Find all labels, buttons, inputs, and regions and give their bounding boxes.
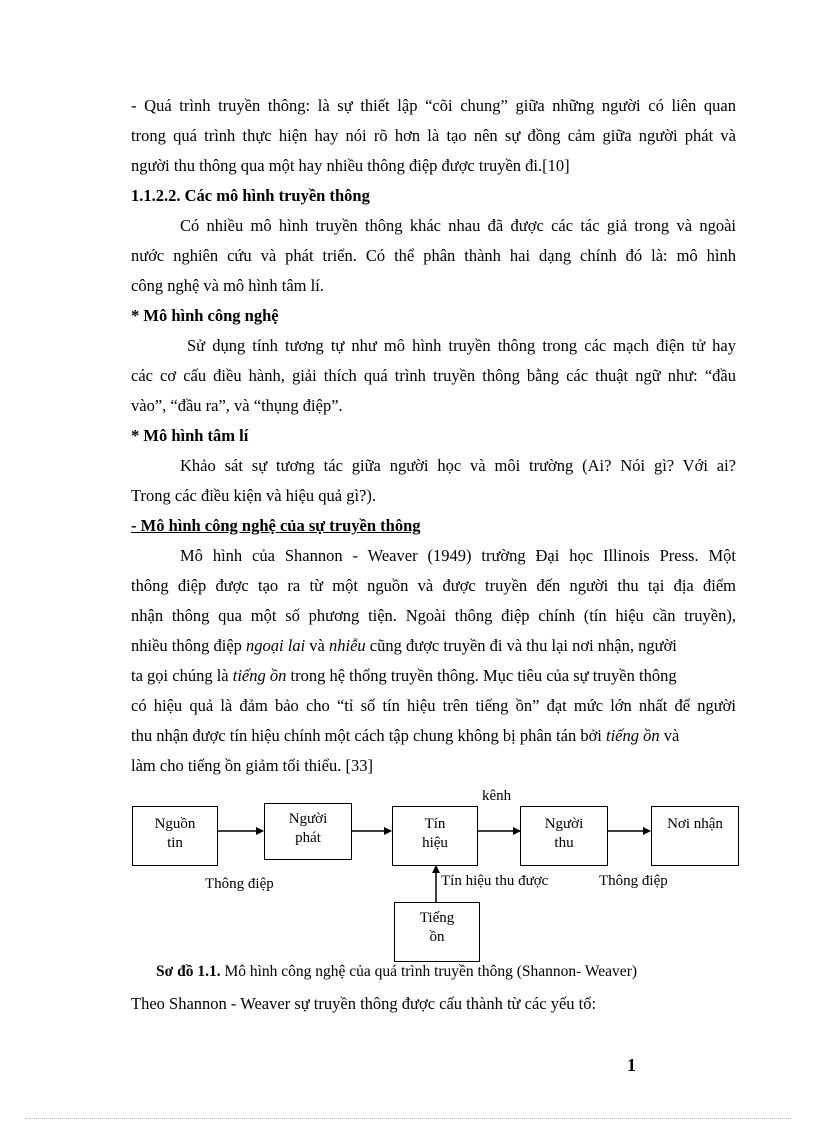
transmitter-box <box>264 803 352 860</box>
channel-label: kênh <box>482 788 512 804</box>
paragraph-2-line-1: Có nhiều mô hình truyền thông khác nhau đã được các tác giả trong và ngoài <box>180 216 736 235</box>
text-run: và <box>305 636 329 655</box>
text-run: ta gọi chúng là <box>131 666 233 685</box>
message-label-left: Thông điệp <box>205 876 274 892</box>
paragraph-5-line-6: có hiệu quả là đảm bảo cho “tỉ số tín hiệu trên tiếng ồn” đạt mức lớn nhất để người <box>131 696 736 715</box>
destination-label: Nơi nhận <box>667 816 723 832</box>
signal-label-line-2: hiệu <box>422 835 448 851</box>
italic-term-ngoai-lai: ngoại lai <box>246 636 306 655</box>
paragraph-5-line-3: nhận thông qua một số phương tiện. Ngoài thông điệp chính (tín hiệu cần truyền), <box>131 606 736 625</box>
paragraph-2-line-3: công nghệ và mô hình tâm lí. <box>131 276 324 295</box>
heading-psychology-model: * Mô hình tâm lí <box>131 426 249 445</box>
signal-label-line-1: Tín <box>424 816 446 832</box>
destination-box <box>651 806 739 866</box>
transmitter-label-line-2: phát <box>295 830 321 846</box>
paragraph-3-line-3: vào”, “đầu ra”, và “thụng điệp”. <box>131 396 343 415</box>
page-number: 1 <box>627 1055 636 1075</box>
text-run: và <box>659 726 680 745</box>
closing-line: Theo Shannon - Weaver sự truyền thông được cấu thành từ các yếu tố: <box>131 994 597 1013</box>
signal-box <box>392 806 478 866</box>
footer-divider <box>25 1118 791 1119</box>
italic-term-nhieu: nhiễu <box>329 636 366 655</box>
transmitter-label-line-1: Người <box>288 811 328 827</box>
paragraph-3-line-2: các cơ cấu điều hành, giải thích quá trình truyền thông bằng các thuật ngữ như: “đầu <box>131 366 736 385</box>
paragraph-5-line-8: làm cho tiếng ồn giảm tối thiểu. [33] <box>131 756 373 775</box>
paragraph-2-line-2: nước nghiên cứu và phát triển. Có thể phân thành hai dạng chính đó là: mô hình <box>131 246 736 265</box>
paragraph-1-line-1: - Quá trình truyền thông: là sự thiết lập “cõi chung” giữa những người có liên quan <box>131 96 736 115</box>
text-run: cũng được truyền đi và thu lại nơi nhận, người <box>365 636 677 655</box>
text-run: nhiều thông điệp <box>131 636 247 655</box>
source-label-line-2: tin <box>167 835 183 851</box>
text-run: thu nhận được tín hiệu chính một cách tập chung không bị phân tán bởi <box>131 726 607 745</box>
paragraph-3-line-1: Sử dụng tính tương tự như mô hình truyền thông trong các mạch điện tử hay <box>187 336 736 355</box>
caption-label: Sơ đồ 1.1. <box>156 963 221 980</box>
paragraph-1-line-3: người thu thông qua một hay nhiều thông điệp được truyền đi.[10] <box>131 156 570 175</box>
message-label-right: Thông điệp <box>599 873 668 889</box>
italic-term-tieng-on: tiếng ồn <box>232 666 287 685</box>
received-signal-label: Tín hiệu thu được <box>441 873 549 889</box>
source-label-line-1: Nguồn <box>154 816 196 832</box>
noise-box <box>394 902 480 962</box>
heading-technology-model: * Mô hình công nghệ <box>131 306 279 325</box>
paragraph-4-line-2: Trong các điều kiện và hiệu quả gì?). <box>131 486 376 505</box>
noise-label-line-2: ồn <box>429 929 445 945</box>
text-run: trong hệ thống truyền thông. Mục tiêu của sự truyền thông <box>286 666 677 685</box>
paragraph-5-line-2: thông điệp được tạo ra từ một nguồn và được truyền đến người thu tại địa điểm <box>131 576 736 595</box>
noise-label-line-1: Tiếng <box>419 910 455 926</box>
receiver-box <box>520 806 608 866</box>
caption-text: Mô hình công nghệ của quá trình truyền thông (Shannon- Weaver) <box>220 963 638 980</box>
receiver-label-line-1: Người <box>544 816 584 832</box>
receiver-label-line-2: thu <box>554 835 574 851</box>
heading-communication-technology-model: - Mô hình công nghệ của sự truyền thông <box>131 516 421 535</box>
italic-term-tieng-on: tiếng ồn <box>606 726 660 745</box>
diagram-caption <box>156 963 637 981</box>
heading-communication-models: 1.1.2.2. Các mô hình truyền thông <box>131 186 370 205</box>
source-box <box>132 806 218 866</box>
paragraph-1-line-2: trong quá trình thực hiện hay nói rõ hơn là tạo nên sự đồng cảm giữa người phát và <box>131 126 736 145</box>
paragraph-5-line-1: Mô hình của Shannon - Weaver (1949) trường Đại học Illinois Press. Một <box>180 546 736 565</box>
paragraph-4-line-1: Khảo sát sự tương tác giữa người học và môi trường (Ai? Nói gì? Với ai? <box>180 456 736 475</box>
